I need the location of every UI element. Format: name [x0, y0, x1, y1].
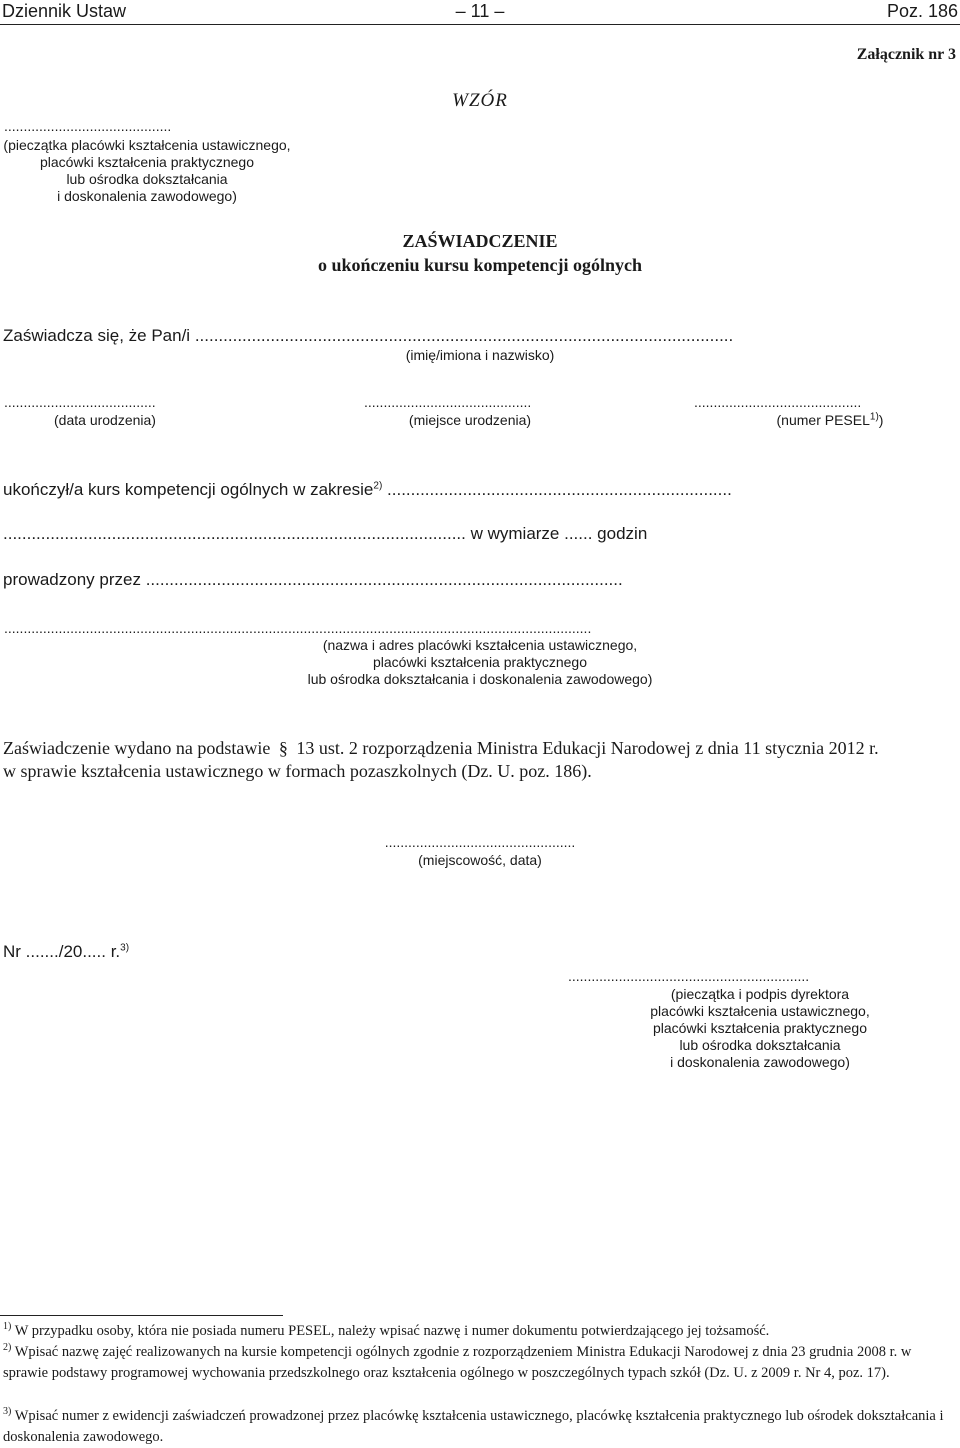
certificate-number: [3, 942, 129, 962]
certify-line: [3, 326, 733, 346]
certify-text: Zaświadcza się, że Pan/i: [3, 326, 195, 345]
hours-line: [3, 524, 647, 544]
place-date-dots: .................................................: [384, 834, 576, 850]
provider-line: [3, 570, 623, 590]
director-caption: [590, 986, 930, 1071]
document-subtitle: o ukończeniu kursu kompetencji ogólnych: [317, 255, 643, 275]
birthplace-caption: (miejsce urodzenia): [408, 412, 532, 428]
provider-caption-line: lub ośrodka dokształcania i doskonalenia zawodowego): [307, 671, 653, 687]
document-title: ZAŚWIADCZENIE: [402, 231, 558, 251]
footnote-text: W przypadku osoby, która nie posiada numeru PESEL, należy wpisać nazwę i numer dokumentu potwierdzającego jej tożsamość.: [14, 1323, 770, 1339]
footnote-ref: 3): [120, 942, 130, 954]
stamp-caption-line: (pieczątka placówki kształcenia ustawicznego,: [3, 137, 291, 153]
legal-basis-end: 13 ust. 2 rozporządzenia Ministra Edukacji Narodowej z dnia 11 stycznia 2012 r.: [296, 738, 879, 758]
hours-label: w wymiarze: [465, 524, 565, 543]
legal-basis-line-1: [3, 738, 879, 759]
course-scope-dots: .........................................................................: [382, 480, 732, 499]
footnote-2: [3, 1342, 958, 1384]
pesel-caption-end: ): [878, 412, 884, 428]
legal-basis-start: Zaświadczenie wydano na podstawie: [3, 738, 271, 758]
name-field-dots: ..................................................................................................................: [194, 326, 734, 345]
stamp-caption: [0, 137, 294, 205]
director-caption-line: placówki kształcenia ustawicznego,: [650, 1003, 870, 1019]
header-rule: [0, 24, 960, 25]
director-caption-line: i doskonalenia zawodowego): [670, 1054, 850, 1070]
stamp-caption-line: i doskonalenia zawodowego): [57, 188, 237, 204]
footnote-3: [3, 1406, 958, 1448]
page-number: – 11 –: [455, 1, 505, 21]
birthdate-caption: (data urodzenia): [54, 412, 156, 428]
journal-title: Dziennik Ustaw: [2, 1, 127, 21]
template-label: WZÓR: [452, 90, 508, 111]
hours-unit: godzin: [592, 524, 648, 543]
provider-label: prowadzony przez: [3, 570, 146, 589]
course-scope-text: ukończył/a kurs kompetencji ogólnych w zakresie: [3, 480, 374, 499]
director-caption-line: lub ośrodka dokształcania: [679, 1037, 841, 1053]
provider-caption: [0, 637, 960, 688]
hours-dots: ......: [564, 524, 593, 543]
pesel-dots: ...........................................: [694, 394, 862, 410]
annex-label: Załącznik nr 3: [856, 46, 956, 63]
director-caption-line: (pieczątka i podpis dyrektora: [670, 986, 850, 1002]
pesel-caption-text: (numer PESEL: [776, 412, 870, 428]
footnote-ref: 2): [373, 480, 383, 492]
pesel-caption: [700, 412, 960, 429]
stamp-dots: ...........................................: [4, 118, 172, 134]
footnote-number: 1): [3, 1321, 12, 1333]
course-scope-dots-2: ..................................................................................................: [3, 524, 466, 543]
legal-basis-line-2: w sprawie kształcenia ustawicznego w formach pozaszkolnych (Dz. U. poz. 186).: [3, 761, 592, 781]
footnote-rule: [0, 1315, 283, 1316]
provider-caption-line: placówki kształcenia praktycznego: [373, 654, 587, 670]
footnote-number: 3): [3, 1406, 12, 1418]
place-date-caption: (miejscowość, data): [418, 852, 542, 868]
birthplace-dots: ...........................................: [364, 394, 532, 410]
provider-dots-2: .......................................................................................................................................................: [4, 620, 592, 636]
provider-caption-line: (nazwa i adres placówki kształcenia ustawicznego,: [322, 637, 638, 653]
stamp-caption-line: placówki kształcenia praktycznego: [40, 154, 254, 170]
provider-dots: .....................................................................................................: [145, 570, 623, 589]
position-number: Poz. 186: [886, 1, 958, 21]
course-line: [3, 480, 732, 500]
director-caption-line: placówki kształcenia praktycznego: [653, 1020, 867, 1036]
director-dots: ..............................................................: [568, 968, 810, 984]
footnote-text: Wpisać numer z ewidencji zaświadczeń prowadzonej przez placówkę kształcenia ustawicznego, placówkę kształcenia praktycznego lub ośrodek dokształcania i doskonalenia zawodowego.: [3, 1408, 944, 1445]
footnote-number: 2): [3, 1342, 12, 1354]
footnote-text: Wpisać nazwę zajęć realizowanych na kursie kompetencji ogólnych zgodnie z rozporządzeniem Ministra Edukacji Narodowej z dnia 23 grudnia 2008 r. w sprawie podstawy programowej wychowania przedszkolnego oraz kształcenia ogólnego w poszczególnych typach szkół (Dz. U. z 2009 r. Nr 4, poz. 17).: [3, 1344, 912, 1381]
footnote-ref: 1): [869, 411, 879, 423]
footnote-1: [3, 1321, 955, 1342]
name-caption: (imię/imiona i nazwisko): [405, 347, 555, 363]
section-sign: §: [278, 738, 288, 758]
certificate-number-text: Nr ......./20..... r.: [3, 942, 121, 961]
birthdate-dots: .......................................: [4, 394, 156, 410]
stamp-caption-line: lub ośrodka dokształcania: [66, 171, 228, 187]
